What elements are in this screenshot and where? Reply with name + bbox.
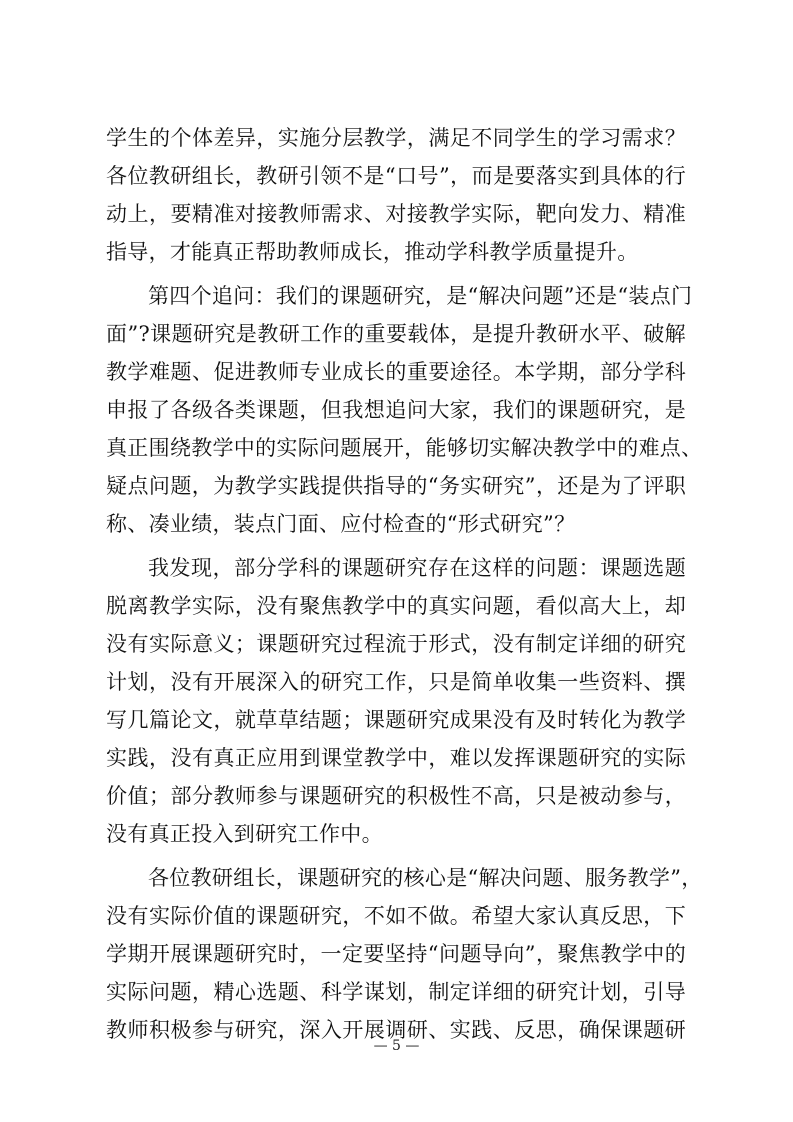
text-line: 各位教研组长，教研引领不是“口号”，而是要落实到具体的行 (106, 164, 686, 188)
text-line: 面”?课题研究是教研工作的重要载体，是提升教研水平、破解 (106, 322, 686, 346)
text-line: 没有实际意义；课题研究过程流于形式，没有制定详细的研究 (106, 632, 686, 656)
text-line: 学期开展课题研究时，一定要坚持“问题导向”，聚焦教学中的 (106, 942, 686, 966)
text-line: 称、凑业绩，装点门面、应付检查的“形式研究”？ (106, 512, 576, 536)
text-line: 疑点问题，为教学实践提供指导的“务实研究”，还是为了评职 (106, 474, 686, 498)
text-line: 没有实际价值的课题研究，不如不做。希望大家认真反思，下 (106, 904, 686, 928)
text-line: 学生的个体差异，实施分层教学，满足不同学生的学习需求？ (106, 126, 686, 150)
text-line: 指导，才能真正帮助教师成长，推动学科教学质量提升。 (106, 240, 639, 264)
text-line: 真正围绕教学中的实际问题展开，能够切实解决教学中的难点、 (106, 436, 703, 460)
text-line: 计划，没有开展深入的研究工作，只是简单收集一些资料、撰 (106, 670, 686, 694)
text-line: 我发现，部分学科的课题研究存在这样的问题：课题选题 (148, 556, 686, 580)
text-line: 动上，要精准对接教师需求、对接教学实际，靶向发力、精准 (106, 202, 686, 226)
text-line: 实际问题，精心选题、科学谋划，制定详细的研究计划，引导 (106, 980, 686, 1004)
text-line: 各位教研组长，课题研究的核心是“解决问题、服务教学”， (148, 866, 703, 890)
body-text (106, 119, 703, 1049)
page-number: — 5 — (373, 1038, 420, 1054)
text-line: 写几篇论文，就草草结题；课题研究成果没有及时转化为教学 (106, 708, 686, 732)
text-line: 没有真正投入到研究工作中。 (106, 822, 383, 846)
text-line: 申报了各级各类课题，但我想追问大家，我们的课题研究，是 (106, 398, 686, 422)
text-line: 脱离教学实际，没有聚焦教学中的真实问题，看似高大上，却 (106, 594, 686, 618)
text-line: 第四个追问：我们的课题研究，是“解决问题”还是“装点门 (148, 284, 693, 308)
text-line: 价值；部分教师参与课题研究的积极性不高，只是被动参与， (106, 784, 686, 808)
text-line: 教师积极参与研究，深入开展调研、实践、反思，确保课题研 (106, 1018, 686, 1042)
text-line: 实践，没有真正应用到课堂教学中，难以发挥课题研究的实际 (106, 746, 686, 770)
text-line: 教学难题、促进教师专业成长的重要途径。本学期，部分学科 (106, 360, 686, 384)
